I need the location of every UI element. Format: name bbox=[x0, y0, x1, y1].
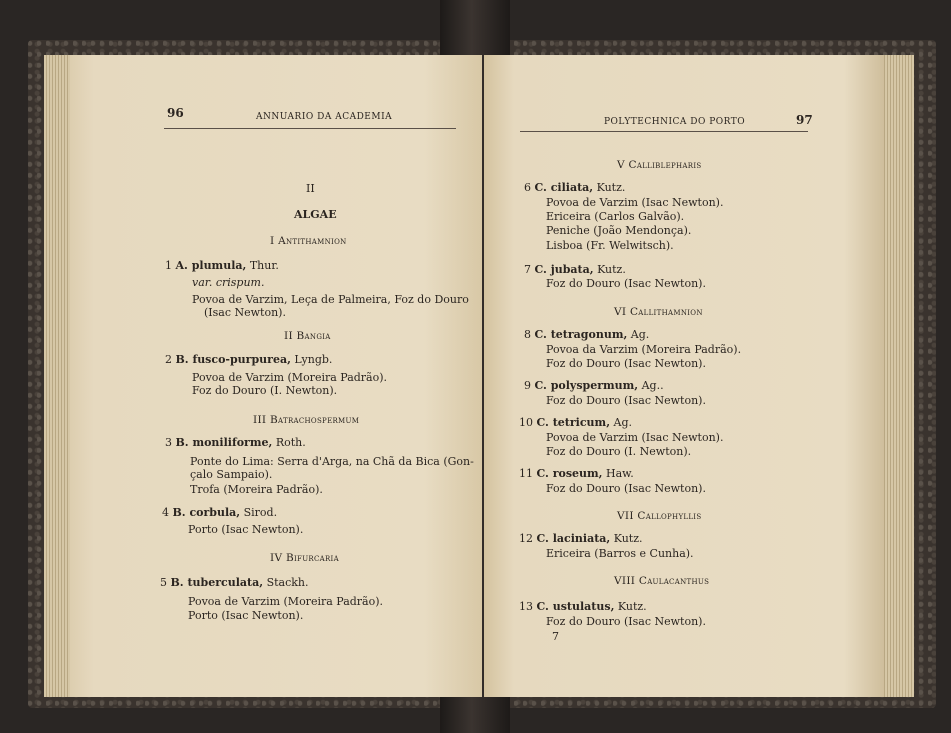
section-heading: VI Callithamnion bbox=[614, 306, 703, 318]
species-name: A. plumula, bbox=[175, 259, 247, 272]
entry bbox=[165, 436, 306, 449]
species-name: B. tuberculata, bbox=[170, 576, 264, 589]
entry bbox=[160, 576, 308, 589]
entry-line: Peniche (João Mendonça). bbox=[546, 224, 692, 237]
running-head: POLYTECHNICA DO PORTO bbox=[604, 117, 746, 127]
left-page-edge bbox=[44, 55, 70, 697]
entry bbox=[524, 379, 664, 392]
species-name: C. ustulatus, bbox=[536, 600, 615, 613]
entry-number: 10 bbox=[519, 416, 533, 429]
species-author: Kutz. bbox=[617, 600, 647, 613]
signature-mark: 7 bbox=[552, 630, 559, 643]
page-number: 96 bbox=[167, 106, 184, 120]
species-author: Ag. bbox=[630, 328, 650, 341]
entry-line: Lisboa (Fr. Welwitsch). bbox=[546, 239, 674, 252]
entry bbox=[165, 259, 279, 272]
entry-line: Ericeira (Barros e Cunha). bbox=[546, 547, 694, 560]
entry-number: 11 bbox=[519, 467, 533, 480]
section-heading: I Antithamnion bbox=[270, 235, 347, 247]
entry-line: Foz do Douro (I. Newton). bbox=[192, 384, 338, 397]
species-name: B. fusco-purpurea, bbox=[175, 353, 291, 366]
species-author: Kutz. bbox=[597, 263, 626, 276]
species-author: Ag. bbox=[613, 416, 633, 429]
left-page bbox=[44, 55, 482, 697]
entry-number: 4 bbox=[162, 506, 169, 519]
entry-line: çalo Sampaio). bbox=[190, 468, 273, 481]
entry bbox=[519, 600, 647, 613]
running-head: ANNUARIO DA ACADEMIA bbox=[256, 112, 393, 122]
entry-number: 9 bbox=[524, 379, 531, 392]
part-number: II bbox=[306, 182, 315, 195]
entry-number: 5 bbox=[160, 576, 167, 589]
entry-line: Porto (Isac Newton). bbox=[188, 609, 304, 622]
entry-line: Povoa de Varzim (Isac Newton). bbox=[546, 431, 724, 444]
entry bbox=[519, 532, 643, 545]
species-name: B. moniliforme, bbox=[175, 436, 273, 449]
species-name: C. laciniata, bbox=[536, 532, 611, 545]
entry-line: (Isac Newton). bbox=[204, 306, 286, 319]
entry-number: 7 bbox=[524, 263, 531, 276]
right-page bbox=[484, 55, 914, 697]
section-heading: VII Callophyllis bbox=[617, 510, 702, 522]
entry-line: Foz do Douro (Isac Newton). bbox=[546, 357, 706, 370]
species-author: Haw. bbox=[606, 467, 634, 480]
entry-line: Povoa de Varzim (Isac Newton). bbox=[546, 196, 724, 209]
section-heading: V Calliblepharis bbox=[617, 159, 702, 171]
species-name: C. ciliata, bbox=[534, 181, 594, 194]
section-heading: VIII Caulacanthus bbox=[614, 575, 710, 587]
entry-line: Povoa da Varzim (Moreira Padrão). bbox=[546, 343, 742, 356]
entry-line: Foz do Douro (Isac Newton). bbox=[546, 394, 706, 407]
section-heading: II Bangia bbox=[284, 330, 331, 342]
page-number: 97 bbox=[796, 113, 813, 127]
entry-number: 6 bbox=[524, 181, 531, 194]
entry bbox=[519, 416, 632, 429]
species-name: C. tetragonum, bbox=[534, 328, 628, 341]
entry-number: 13 bbox=[519, 600, 533, 613]
species-author: Ag.. bbox=[641, 379, 664, 392]
species-name: B. corbula, bbox=[172, 506, 241, 519]
entry-line: Povoa de Varzim, Leça de Palmeira, Foz do Douro bbox=[192, 293, 469, 306]
entry-number: 12 bbox=[519, 532, 533, 545]
species-author: Stackh. bbox=[266, 576, 309, 589]
species-name: C. polyspermum, bbox=[534, 379, 639, 392]
species-author: Lyngb. bbox=[294, 353, 333, 366]
entry-line: Povoa de Varzim (Moreira Padrão). bbox=[192, 371, 388, 384]
header-rule bbox=[520, 131, 808, 132]
species-author: Kutz. bbox=[596, 181, 626, 194]
entry-line: Ericeira (Carlos Galvão). bbox=[546, 210, 685, 223]
entry bbox=[519, 467, 634, 480]
entry-number: 1 bbox=[165, 259, 172, 272]
entry-line: Foz do Douro (Isac Newton). bbox=[546, 615, 706, 628]
entry-number: 8 bbox=[524, 328, 531, 341]
entry-line: Foz do Douro (Isac Newton). bbox=[546, 277, 706, 290]
part-title: ALGAE bbox=[294, 208, 337, 221]
entry-number: 3 bbox=[165, 436, 172, 449]
right-page-edge bbox=[884, 55, 914, 697]
header-rule bbox=[164, 128, 456, 129]
entry bbox=[524, 181, 625, 194]
entry-line: Porto (Isac Newton). bbox=[188, 523, 304, 536]
entry-line: Ponte do Lima: Serra d'Arga, na Chã da Bica (Gon- bbox=[190, 455, 474, 468]
entry bbox=[165, 353, 332, 366]
entry-line: Povoa de Varzim (Moreira Padrão). bbox=[188, 595, 384, 608]
entry bbox=[162, 506, 277, 519]
section-heading: III Batrachospermum bbox=[253, 414, 360, 426]
species-name: C. tetricum, bbox=[536, 416, 611, 429]
entry bbox=[524, 263, 626, 276]
species-name: C. roseum, bbox=[536, 467, 603, 480]
entry-line: Foz do Douro (I. Newton). bbox=[546, 445, 692, 458]
entry-line: Trofa (Moreira Padrão). bbox=[190, 483, 323, 496]
species-author: Kutz. bbox=[613, 532, 643, 545]
entry-number: 2 bbox=[165, 353, 172, 366]
entry-line: var. crispum. bbox=[192, 276, 265, 289]
species-author: Roth. bbox=[275, 436, 306, 449]
entry-line: Foz do Douro (Isac Newton). bbox=[546, 482, 706, 495]
entry bbox=[524, 328, 649, 341]
species-name: C. jubata, bbox=[534, 263, 594, 276]
species-author: Thur. bbox=[249, 259, 279, 272]
species-author: Sirod. bbox=[243, 506, 278, 519]
section-heading: IV Bifurcaria bbox=[270, 552, 339, 564]
